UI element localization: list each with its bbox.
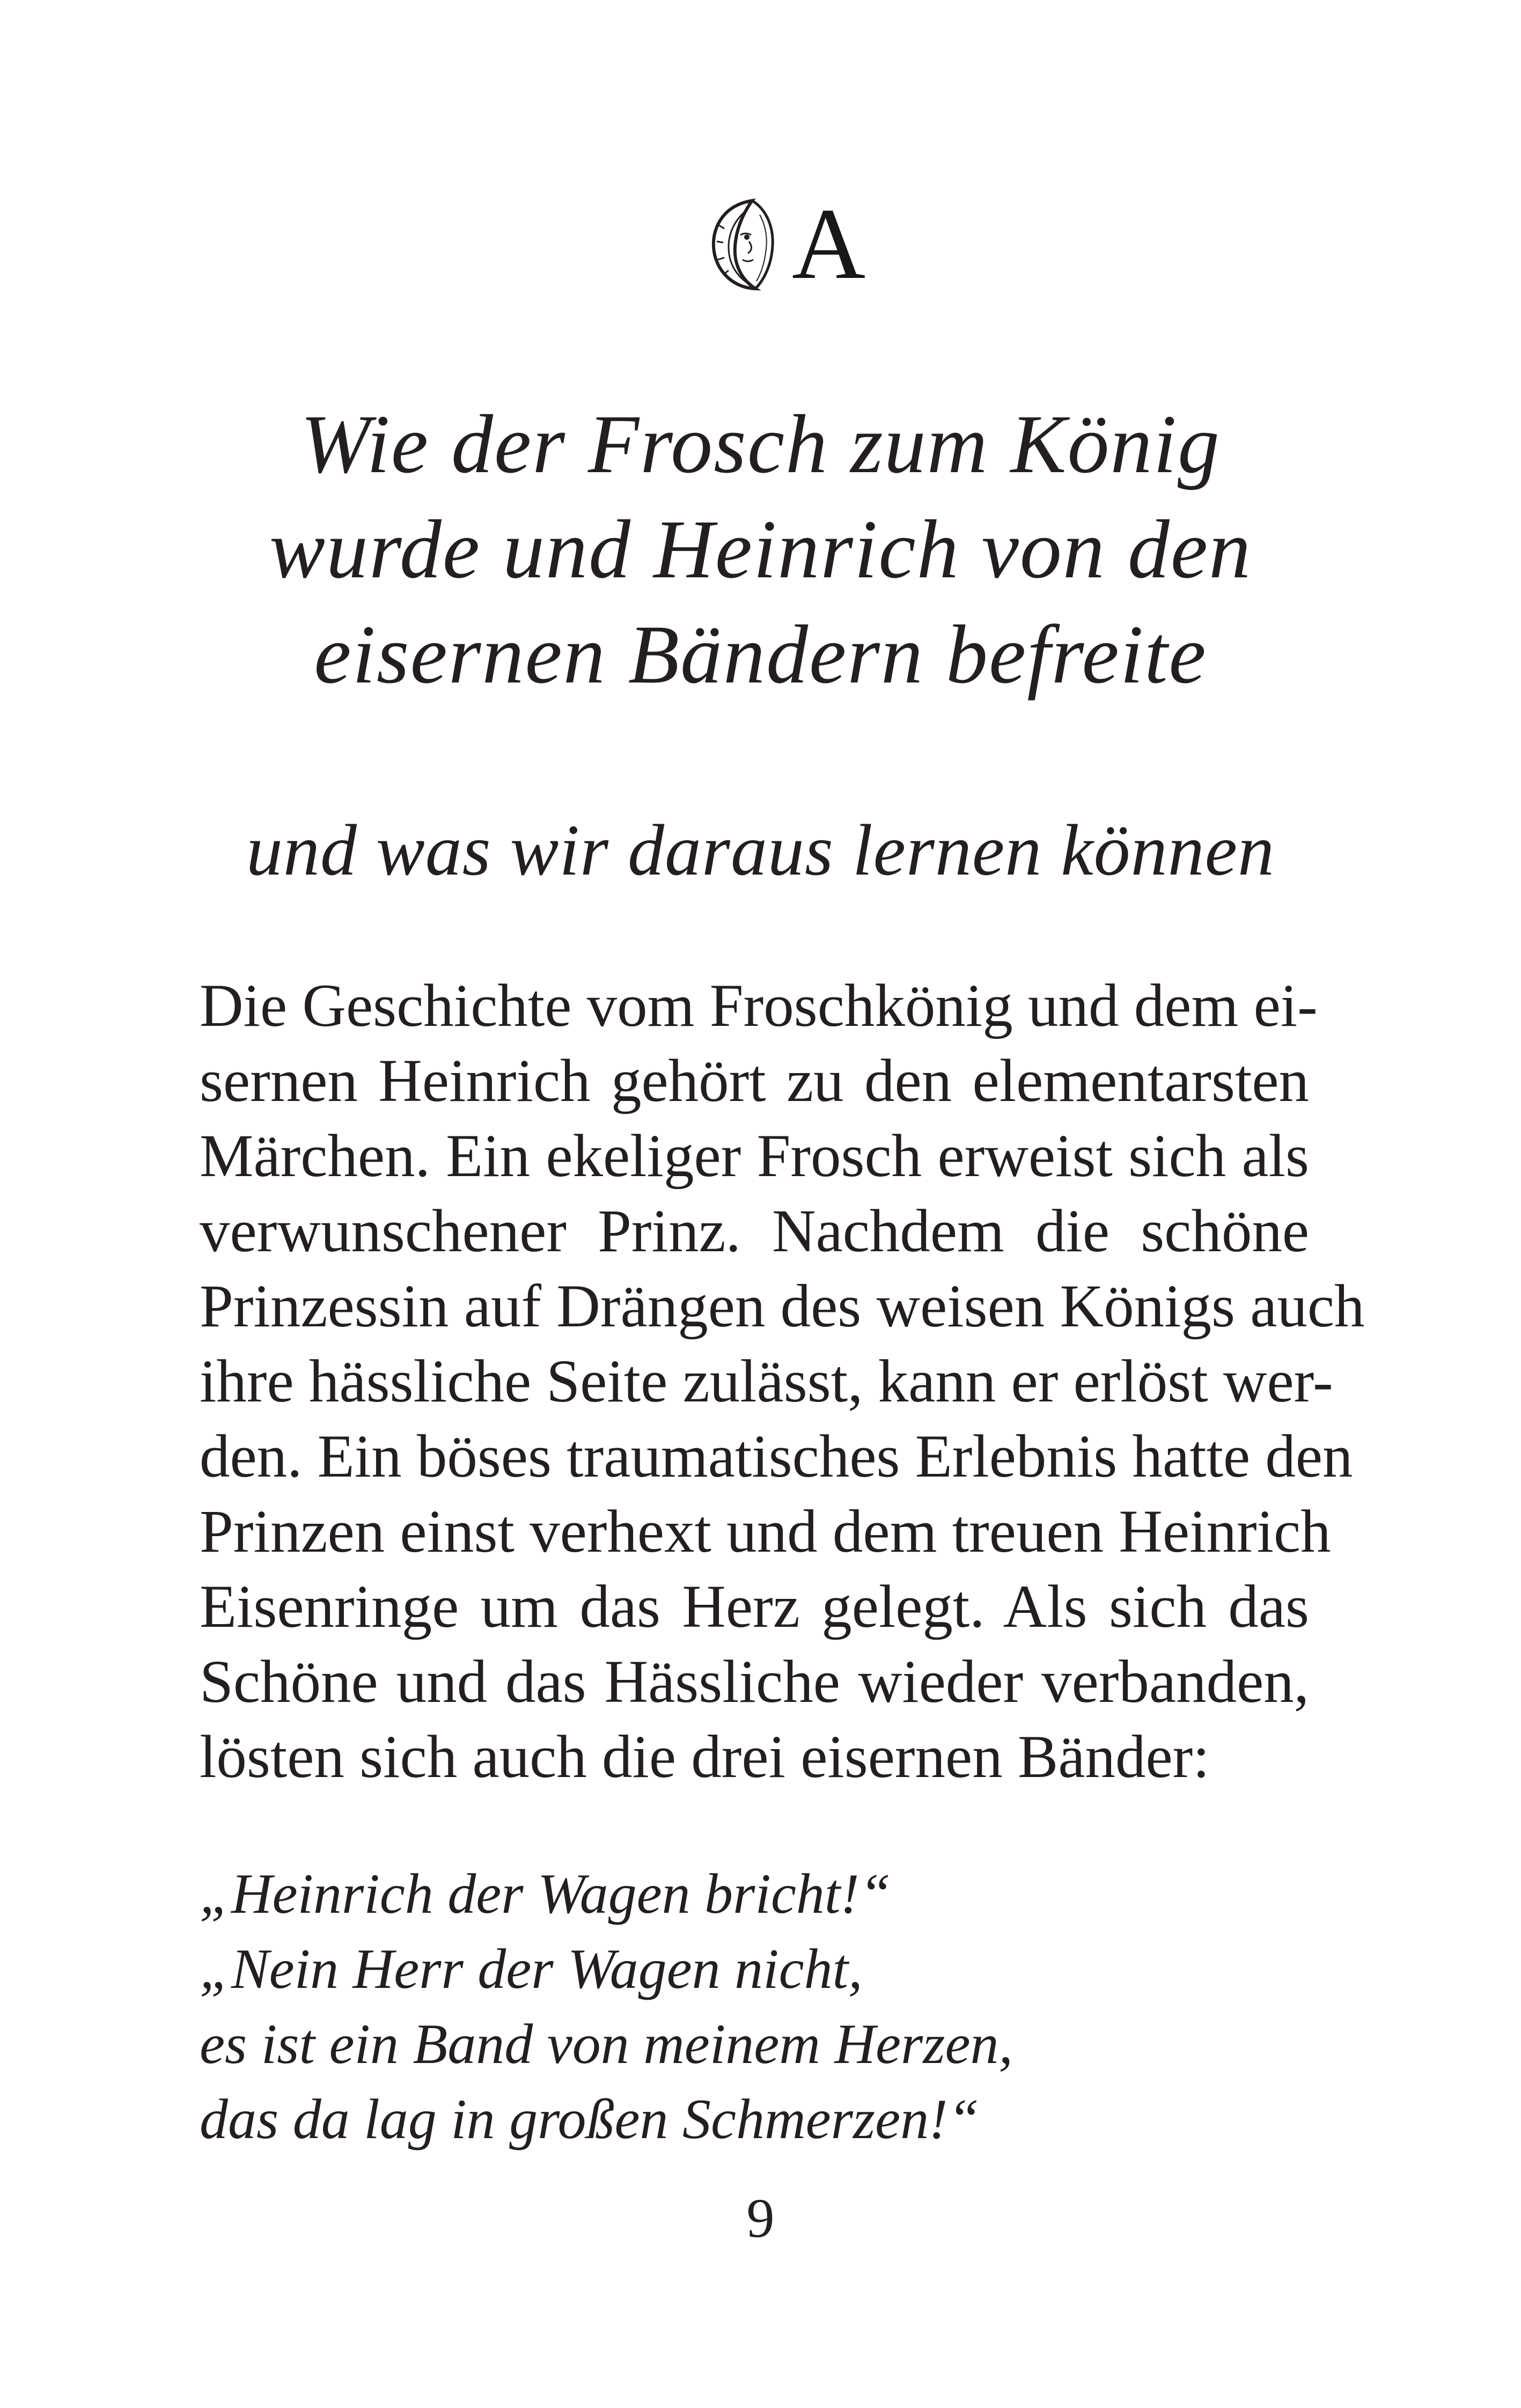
body-paragraph xyxy=(200,968,1365,1795)
section-letter: A xyxy=(792,188,866,300)
body-line: Schöne und das Hässliche wieder verbanden, xyxy=(200,1648,1309,1715)
body-line: Prinzen einst verhext und dem treuen Heinrich xyxy=(200,1498,1331,1565)
body-line: sernen Heinrich gehört zu den elementarsten xyxy=(200,1047,1309,1114)
chapter-title-line: eisernen Bändern befreite xyxy=(314,608,1207,701)
body-line: verwunschener Prinz. Nachdem die schöne xyxy=(200,1198,1309,1265)
chapter-subtitle: und was wir daraus lernen können xyxy=(246,810,1275,891)
verse-line: es ist ein Band von meinem Herzen, xyxy=(200,2013,1013,2075)
chapter-title xyxy=(107,392,1414,707)
verse-line: „Heinrich der Wagen bricht!“ xyxy=(200,1862,891,1925)
body-line: Prinzessin auf Drängen des weisen Königs auch xyxy=(200,1273,1365,1340)
chapter-title-line: Wie der Frosch zum König xyxy=(300,398,1221,490)
body-line: den. Ein böses traumatisches Erlebnis hatte den xyxy=(200,1423,1353,1490)
body-line: Eisenringe um das Herz gelegt. Als sich das xyxy=(200,1573,1309,1640)
verse-line: „Nein Herr der Wagen nicht, xyxy=(200,1937,863,2000)
chapter-title-line: wurde und Heinrich von den xyxy=(269,503,1252,596)
body-line: Die Geschichte vom Froschkönig und dem ei- xyxy=(200,972,1318,1039)
page-number: 9 xyxy=(746,2187,775,2249)
verse-line: das da lag in großen Schmerzen!“ xyxy=(200,2088,980,2150)
verse-quote xyxy=(200,1856,1309,2157)
body-line: ihre hässliche Seite zulässt, kann er erlöst wer- xyxy=(200,1348,1333,1415)
body-line: lösten sich auch die drei eisernen Bänder: xyxy=(200,1723,1210,1790)
body-line: Märchen. Ein ekeliger Frosch erweist sich als xyxy=(200,1122,1309,1190)
section-header-mark xyxy=(703,190,885,298)
moon-face-icon xyxy=(703,193,789,295)
